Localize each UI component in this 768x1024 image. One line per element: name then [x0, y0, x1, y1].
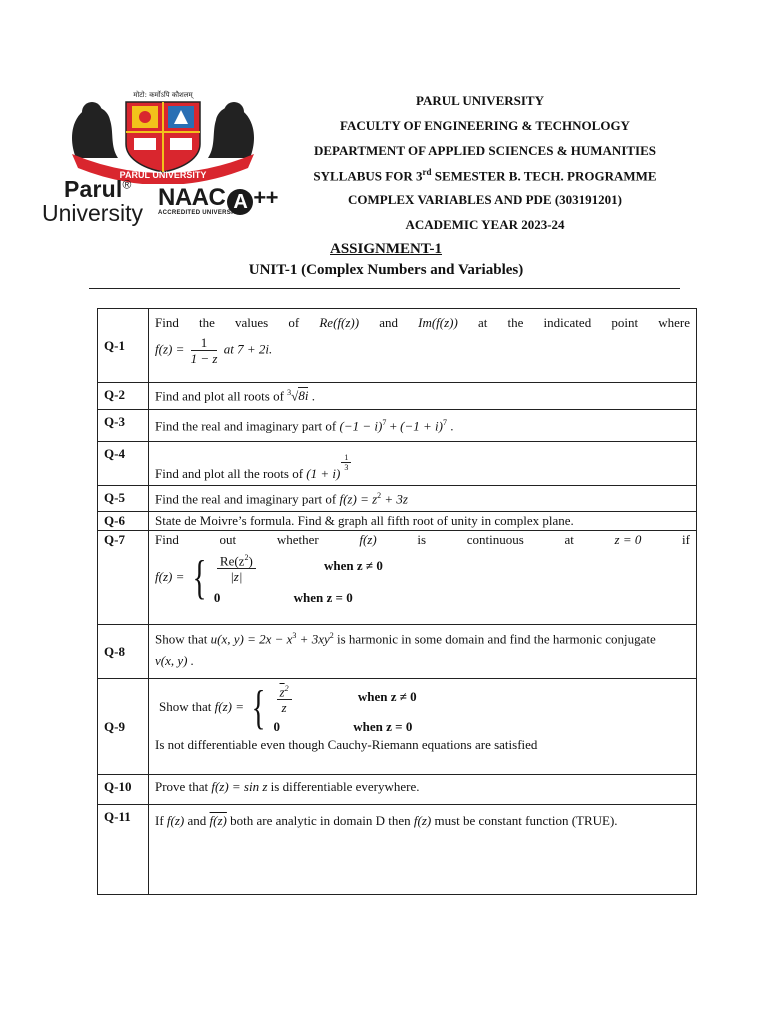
assignment-title: ASSIGNMENT-1 — [330, 241, 442, 257]
question-body: Find and plot all roots of $^3$√8i . — [149, 383, 697, 410]
question-body: Show that u(x, $y) = 2x - x^3 + 3xy^2$ is harmonic in some domain and find the harmonic conjugate v(x, y) . — [149, 625, 697, 679]
formula: f(z) = $\frac{1}{1 - z}$ at 7 + 2i. — [155, 335, 273, 366]
question-number: Q-7 — [98, 531, 149, 625]
question-number: Q-8 — [98, 625, 149, 679]
svg-text:PARUL UNIVERSITY: PARUL UNIVERSITY — [119, 170, 207, 180]
question-number: Q-3 — [98, 410, 149, 442]
question-number: Q-10 — [98, 775, 149, 805]
brand-name: Parul® — [64, 176, 132, 202]
header-line-course: COMPLEX VARIABLES AND PDE (303191201) — [348, 192, 622, 207]
table-row — [98, 442, 697, 486]
question-number: Q-2 — [98, 383, 149, 410]
question-body: Find and plot all the roots of (1 + i) $\frac{1}{3}$ — [149, 442, 697, 486]
naac-grade-badge: A — [227, 189, 253, 215]
header-divider — [89, 288, 680, 289]
question-body — [149, 309, 697, 383]
naac-subtitle: ACCREDITED UNIVERSITY — [158, 210, 242, 216]
question-number: Q-4 — [98, 442, 149, 486]
question-line: Find the values of Re(f(z)) and Im(f(z)) at the indicated point where — [155, 315, 690, 330]
question-body: Show that f(z) = { $\frac{\overline{z}^2}{z}$ when z ≠ 0 0 when z = 0 Is not differentiable even though Cauchy-Riemann equations are satisfied — [149, 679, 697, 775]
formula: Show that f(z) = { $\frac{\overline{z}^2}{z}$ when z ≠ 0 0 when z = 0 — [159, 681, 417, 735]
question-body: Find the real and imaginary part of $f(z) = z^2 + 3z$ — [149, 486, 697, 512]
header-line-department: DEPARTMENT OF APPLIED SCIENCES & HUMANITIES — [313, 143, 657, 158]
table-row — [98, 625, 697, 679]
question-table — [97, 308, 697, 895]
question-number: Q-9 — [98, 679, 149, 775]
table-row — [98, 410, 697, 442]
emblem-icon — [58, 88, 268, 184]
header-line-faculty: FACULTY OF ENGINEERING & TECHNOLOGY — [340, 118, 630, 133]
formula: f(z) = { $\frac{Re(z^2)}{|z|}$ when z ≠ 0 0 when z = 0 — [155, 551, 383, 606]
question-body: Find the real and imaginary part of $(-1 - i)^7 + (-1 + i)^7$ . — [149, 410, 697, 442]
header-line-syllabus: SYLLABUS FOR 3rd SEMESTER B. TECH. PROGRAMME — [313, 167, 657, 184]
question-body: If f(z) and f(z) both are analytic in domain D then f(z) must be constant function (TRUE). — [149, 805, 697, 895]
header-line-year: ACADEMIC YEAR 2023-24 — [405, 217, 565, 232]
question-number: Q-1 — [98, 309, 149, 383]
table-row — [98, 309, 697, 383]
table-row — [98, 775, 697, 805]
question-number: Q-11 — [98, 805, 149, 895]
question-number: Q-6 — [98, 512, 149, 531]
table-row — [98, 531, 697, 625]
table-row — [98, 486, 697, 512]
brand-word: University — [42, 200, 143, 226]
university-logo — [38, 88, 290, 224]
table-row — [98, 512, 697, 531]
question-body: State de Moivre’s formula. Find & graph all fifth root of unity in complex plane. — [149, 512, 697, 531]
unit-title: UNIT-1 (Complex Numbers and Variables) — [248, 262, 524, 278]
question-line: Find out whether f(z) is continuous at z = 0 if — [155, 532, 690, 547]
question-number: Q-5 — [98, 486, 149, 512]
table-row — [98, 805, 697, 895]
svg-text:मोटो: कर्मोऽपि कौशलम्: मोटो: कर्मोऽपि कौशलम् — [133, 91, 193, 99]
table-row — [98, 383, 697, 410]
table-row — [98, 679, 697, 775]
header-line-university: PARUL UNIVERSITY — [416, 93, 544, 108]
question-body — [149, 531, 697, 625]
naac-logo: NAAC A ++ — [158, 184, 279, 213]
question-body: Prove that f(z) = sin z is differentiable everywhere. — [149, 775, 697, 805]
